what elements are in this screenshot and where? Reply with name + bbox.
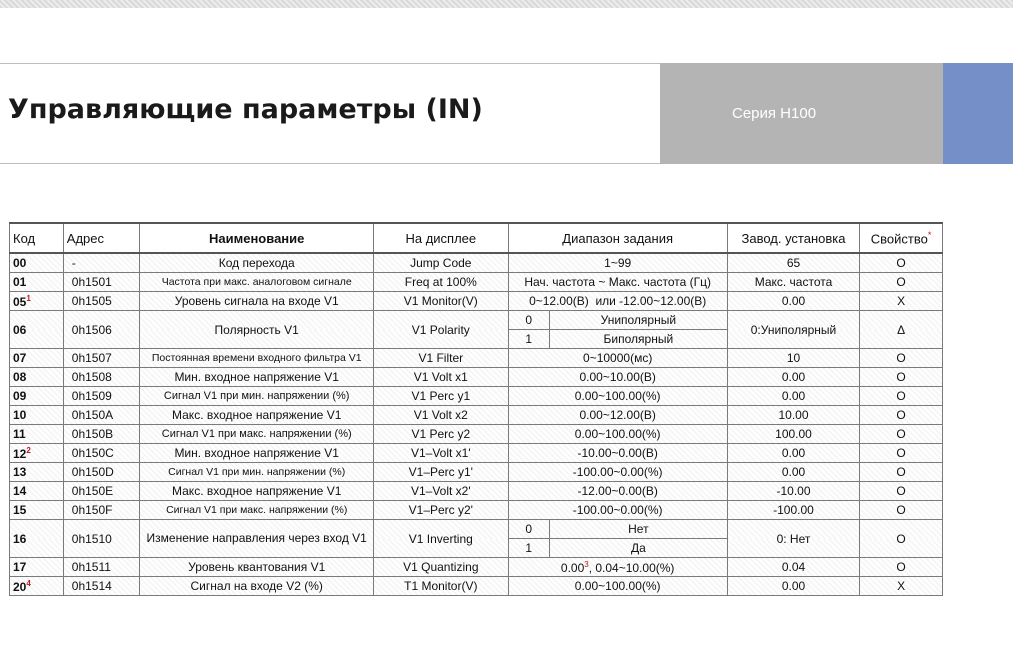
table-row [10, 425, 943, 444]
table-row [10, 406, 943, 425]
row-display: V1 Polarity [374, 311, 508, 349]
row-default: 0.00 [727, 444, 859, 463]
accent-block [943, 63, 1013, 164]
table-row [10, 273, 943, 292]
table-row [10, 444, 943, 463]
row-code [10, 273, 64, 292]
code-value: 01 [13, 275, 27, 289]
code-value: 17 [13, 560, 27, 574]
row-code [10, 577, 64, 596]
row-default: -100.00 [727, 501, 859, 520]
code-value: 10 [13, 408, 27, 422]
row-range: 0.00~100.00(%) [508, 425, 727, 444]
code-value: 15 [13, 503, 27, 517]
row-property: X [860, 292, 943, 311]
code-value: 11 [13, 427, 26, 441]
row-code [10, 387, 64, 406]
row-range: 0.00~10.00(В) [508, 368, 727, 387]
row-display: V1 Volt x1 [374, 368, 508, 387]
row-display: Jump Code [374, 253, 508, 273]
row-address: 0h150E [63, 482, 140, 501]
row-property: X [860, 577, 943, 596]
row-default: Макс. частота [727, 273, 859, 292]
row-address: 0h150A [63, 406, 140, 425]
row-address: 0h150B [63, 425, 140, 444]
row-property: O [860, 463, 943, 482]
row-name: Сигнал V1 при мин. напряжении (%) [140, 387, 374, 406]
row-name: Уровень сигнала на входе V1 [140, 292, 374, 311]
row-code [10, 311, 64, 349]
row-property: O [860, 444, 943, 463]
header-rule-bottom [0, 163, 660, 164]
parameters-table [9, 222, 943, 596]
table-row [10, 253, 943, 273]
row-property: O [860, 349, 943, 368]
row-range [508, 558, 727, 577]
row-property: Δ [860, 311, 943, 349]
row-default: 0:Униполярный [727, 311, 859, 349]
header-rule-top [0, 63, 660, 64]
code-value: 20 [13, 579, 27, 594]
table-row [10, 501, 943, 520]
table-row [10, 558, 943, 577]
row-code [10, 292, 64, 311]
row-property: O [860, 368, 943, 387]
row-name: Сигнал V1 при мин. напряжении (%) [140, 463, 374, 482]
row-display: V1–Perc y2' [374, 501, 508, 520]
row-property: O [860, 482, 943, 501]
footnote-mark: 2 [26, 445, 31, 455]
row-code [10, 482, 64, 501]
row-display: V1 Quantizing [374, 558, 508, 577]
row-property: O [860, 406, 943, 425]
table-row [10, 482, 943, 501]
top-pattern-band [0, 0, 1013, 8]
row-name: Уровень квантования V1 [140, 558, 374, 577]
option-label: Да [549, 539, 727, 558]
option-number: 0 [508, 311, 549, 330]
row-code [10, 368, 64, 387]
row-address: 0h1509 [63, 387, 140, 406]
row-address: 0h1511 [63, 558, 140, 577]
col-header-code: Код [10, 223, 64, 253]
row-default: 100.00 [727, 425, 859, 444]
table-row [10, 311, 943, 330]
row-name: Макс. входное напряжение V1 [140, 482, 374, 501]
row-name: Полярность V1 [140, 311, 374, 349]
row-code [10, 520, 64, 558]
row-property: O [860, 558, 943, 577]
code-value: 07 [13, 351, 27, 365]
row-display: V1 Inverting [374, 520, 508, 558]
row-default: -10.00 [727, 482, 859, 501]
row-code [10, 444, 64, 463]
row-range: -10.00~0.00(В) [508, 444, 727, 463]
footnote-mark: 4 [26, 578, 31, 588]
col-header-name: Наименование [140, 223, 374, 253]
row-default: 0.00 [727, 387, 859, 406]
row-range: 0.00~100.00(%) [508, 387, 727, 406]
row-address: 0h150D [63, 463, 140, 482]
row-default: 10 [727, 349, 859, 368]
row-name: Мин. входное напряжение V1 [140, 444, 374, 463]
row-range: Нач. частота ~ Макс. частота (Гц) [508, 273, 727, 292]
row-default: 0: Нет [727, 520, 859, 558]
option-label: Нет [549, 520, 727, 539]
code-value: 05 [13, 294, 27, 309]
row-address: 0h1501 [63, 273, 140, 292]
row-range: 0~12.00(В) или -12.00~12.00(В) [508, 292, 727, 311]
row-property: O [860, 520, 943, 558]
row-default: 10.00 [727, 406, 859, 425]
row-name: Сигнал V1 при макс. напряжении (%) [140, 425, 374, 444]
table-row [10, 368, 943, 387]
row-name: Сигнал V1 при макс. напряжении (%) [140, 501, 374, 520]
code-value: 16 [13, 531, 27, 546]
row-range: 0.00~100.00(%) [508, 577, 727, 596]
row-code [10, 558, 64, 577]
table-header-row [10, 223, 943, 253]
row-display: V1–Volt x2' [374, 482, 508, 501]
row-display: Freq at 100% [374, 273, 508, 292]
row-property: O [860, 273, 943, 292]
row-property: O [860, 387, 943, 406]
code-value: 13 [13, 465, 27, 479]
option-label: Биполярный [549, 330, 727, 349]
row-display: V1 Monitor(V) [374, 292, 508, 311]
table-row [10, 387, 943, 406]
code-value: 00 [13, 256, 27, 270]
row-display: V1 Perc y2 [374, 425, 508, 444]
row-display: V1 Volt x2 [374, 406, 508, 425]
table-row [10, 292, 943, 311]
row-default: 0.00 [727, 292, 859, 311]
option-number: 1 [508, 539, 549, 558]
footnote-mark: 1 [26, 293, 31, 303]
series-label: Серия H100 [732, 105, 817, 122]
table-row [10, 463, 943, 482]
row-name: Сигнал на входе V2 (%) [140, 577, 374, 596]
row-address: 0h1505 [63, 292, 140, 311]
row-address: 0h1514 [63, 577, 140, 596]
range-value: 0.00 [560, 560, 585, 575]
row-display: V1–Volt x1' [374, 444, 508, 463]
property-header-text: Свойство [870, 231, 928, 247]
row-code [10, 253, 64, 273]
col-header-property [860, 223, 943, 253]
row-display: V1 Filter [374, 349, 508, 368]
row-property: O [860, 501, 943, 520]
row-name: Макс. входное напряжение V1 [140, 406, 374, 425]
row-property: O [860, 425, 943, 444]
col-header-address: Адрес [63, 223, 140, 253]
row-default: 0.00 [727, 463, 859, 482]
option-number: 0 [508, 520, 549, 539]
row-address: 0h1506 [63, 311, 140, 349]
col-header-default: Завод. установка [727, 223, 859, 253]
row-default: 0.00 [727, 577, 859, 596]
row-default: 0.00 [727, 368, 859, 387]
table-row [10, 577, 943, 596]
code-value: 12 [13, 446, 27, 461]
row-name: Изменение направления через вход V1 [140, 520, 374, 558]
row-address: 0h1507 [63, 349, 140, 368]
option-label: Униполярный [549, 311, 727, 330]
row-name: Мин. входное напряжение V1 [140, 368, 374, 387]
code-value: 09 [13, 389, 27, 403]
property-footnote-mark: * [927, 229, 932, 240]
row-code [10, 463, 64, 482]
table-row [10, 349, 943, 368]
row-address: 0h1510 [63, 520, 140, 558]
row-name: Код перехода [140, 253, 374, 273]
code-value: 06 [13, 322, 27, 337]
row-range: 0.00~12.00(В) [508, 406, 727, 425]
row-range: 1~99 [508, 253, 727, 273]
row-range: 0~10000(мс) [508, 349, 727, 368]
footnote-mark: 3 [584, 559, 589, 569]
row-address: - [63, 253, 140, 273]
row-name: Постоянная времени входного фильтра V1 [140, 349, 374, 368]
row-range: -100.00~0.00(%) [508, 501, 727, 520]
row-range: -12.00~0.00(В) [508, 482, 727, 501]
table-row [10, 520, 943, 539]
row-address: 0h150F [63, 501, 140, 520]
code-value: 08 [13, 370, 27, 384]
option-number: 1 [508, 330, 549, 349]
code-value: 14 [13, 484, 27, 498]
row-address: 0h150C [63, 444, 140, 463]
row-display: V1–Perc y1' [374, 463, 508, 482]
page-title: Управляющие параметры (IN) [8, 94, 483, 125]
row-code [10, 501, 64, 520]
row-property: O [860, 253, 943, 273]
row-address: 0h1508 [63, 368, 140, 387]
col-header-display: На дисплее [374, 223, 508, 253]
row-code [10, 349, 64, 368]
col-header-range: Диапазон задания [508, 223, 727, 253]
row-name: Частота при макс. аналоговом сигнале [140, 273, 374, 292]
row-default: 65 [727, 253, 859, 273]
row-display: T1 Monitor(V) [374, 577, 508, 596]
row-code [10, 425, 64, 444]
row-range: -100.00~0.00(%) [508, 463, 727, 482]
series-label-block [660, 63, 943, 164]
row-default: 0.04 [727, 558, 859, 577]
row-display: V1 Perc y1 [374, 387, 508, 406]
row-code [10, 406, 64, 425]
range-value-suffix: , 0.04~10.00(%) [588, 560, 675, 575]
